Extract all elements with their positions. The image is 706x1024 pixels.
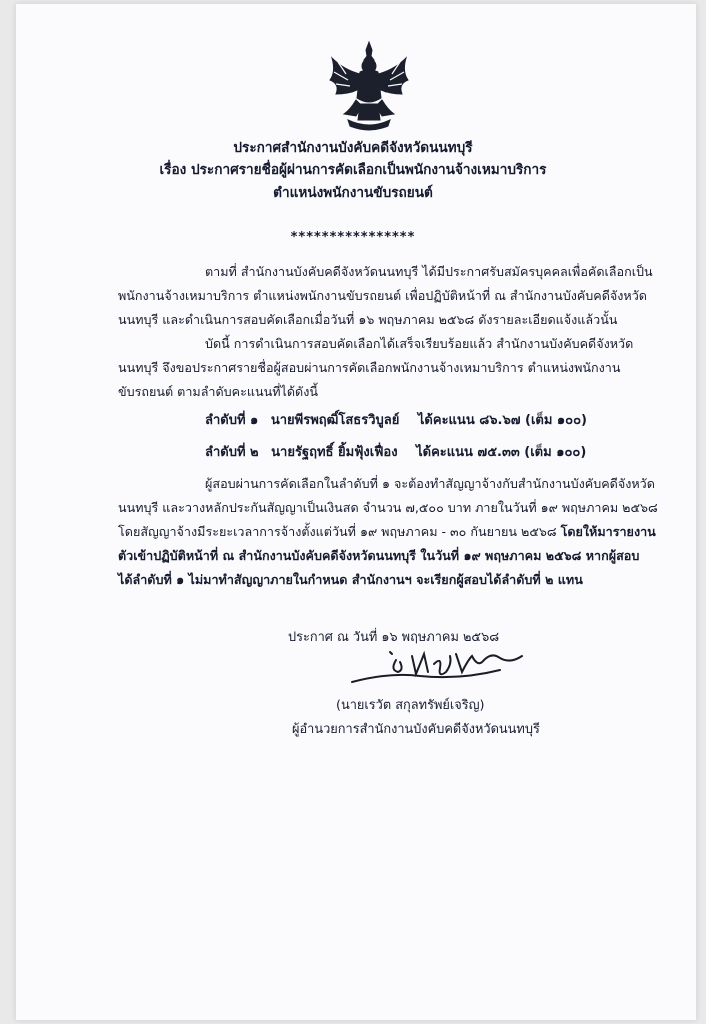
document-page — [16, 4, 696, 1020]
paragraph-3-line-4: ตัวเข้าปฏิบัติหน้าที่ ณ สำนักงานบังคับคดีจังหวัดนนทบุรี ในวันที่ ๑๙ พฤษภาคม ๒๕๖๘ หากผู้สอบ — [118, 548, 640, 563]
paragraph-2-line-1: บัดนี้ การดำเนินการสอบคัดเลือกได้เสร็จเรียบร้อยแล้ว สำนักงานบังคับคดีจังหวัด — [205, 336, 634, 351]
rank-score: ได้คะแนน ๘๖.๖๗ (เต็ม ๑๐๐) — [417, 413, 587, 428]
paragraph-3-line-3 — [118, 522, 656, 542]
garuda-emblem-icon — [326, 40, 412, 132]
contract-period-text: โดยสัญญาจ้างมีระยะเวลาการจ้างตั้งแต่วันที่ ๑๙ พฤษภาคม - ๓๐ กันยายน ๒๕๖๘ — [118, 524, 561, 539]
announcement-subject: เรื่อง ประกาศรายชื่อผู้ผ่านการคัดเลือกเป็นพนักงานจ้างเหมาบริการ — [159, 162, 547, 178]
rank-row-2 — [205, 441, 586, 462]
paragraph-2-line-2: นนทบุรี จึงขอประกาศรายชื่อผู้สอบผ่านการคัดเลือกพนักงานจ้างเหมาบริการ ตำแหน่งพนักงาน — [118, 360, 621, 375]
rank-row-1 — [205, 409, 587, 430]
paragraph-1-line-1: ตามที่ สำนักงานบังคับคดีจังหวัดนนทบุรี ได้มีประกาศรับสมัครบุคคลเพื่อคัดเลือกเป็น — [205, 264, 653, 279]
rank-number: ลำดับที่ ๑ — [205, 413, 259, 428]
paragraph-3-line-2: นนทบุรี และวางหลักประกันสัญญาเป็นเงินสด จำนวน ๗,๕๐๐ บาท ภายในวันที่ ๑๙ พฤษภาคม ๒๕๖๘ — [118, 500, 658, 515]
announcement-title: ประกาศสำนักงานบังคับคดีจังหวัดนนทบุรี — [233, 140, 473, 156]
rank-candidate-name: นายรัฐฤทธิ์ ยิ้มฟุ้งเฟื่อง — [271, 445, 398, 460]
paragraph-3-line-5: ได้ลำดับที่ ๑ ไม่มาทำสัญญาภายในกำหนด สำนักงานฯ จะเรียกผู้สอบได้ลำดับที่ ๒ แทน — [118, 572, 583, 587]
signer-name: (นายเรวัต สกุลทรัพย์เจริญ) — [336, 698, 485, 713]
rank-number: ลำดับที่ ๒ — [205, 445, 259, 460]
paragraph-3-line-1: ผู้สอบผ่านการคัดเลือกในลำดับที่ ๑ จะต้องทำสัญญาจ้างกับสำนักงานบังคับคดีจังหวัด — [205, 476, 655, 491]
announcement-date: ประกาศ ณ วันที่ ๑๖ พฤษภาคม ๒๕๖๘ — [288, 630, 500, 645]
announcement-position: ตำแหน่งพนักงานขับรถยนต์ — [273, 185, 433, 201]
handwritten-signature-icon — [350, 642, 540, 692]
divider-stars: **************** — [290, 230, 416, 245]
paragraph-1-line-3: นนทบุรี และดำเนินการสอบคัดเลือกเมื่อวันที่ ๑๖ พฤษภาคม ๒๕๖๘ ดังรายละเอียดแจ้งแล้วนั้น — [118, 312, 618, 327]
signer-title: ผู้อำนวยการสำนักงานบังคับคดีจังหวัดนนทบุรี — [292, 722, 540, 737]
rank-score: ได้คะแนน ๗๕.๓๓ (เต็ม ๑๐๐) — [416, 445, 587, 460]
report-instruction-text: โดยให้มารายงาน — [560, 524, 656, 539]
rank-candidate-name: นายพีรพฤฒิ์โสธรวิบูลย์ — [270, 413, 400, 428]
paragraph-2-line-3: ขับรถยนต์ ตามลำดับคะแนนที่ได้ดังนี้ — [118, 384, 318, 399]
paragraph-1-line-2: พนักงานจ้างเหมาบริการ ตำแหน่งพนักงานขับรถยนต์ เพื่อปฏิบัติหน้าที่ ณ สำนักงานบังคับคดีจังหวัด — [118, 288, 647, 303]
